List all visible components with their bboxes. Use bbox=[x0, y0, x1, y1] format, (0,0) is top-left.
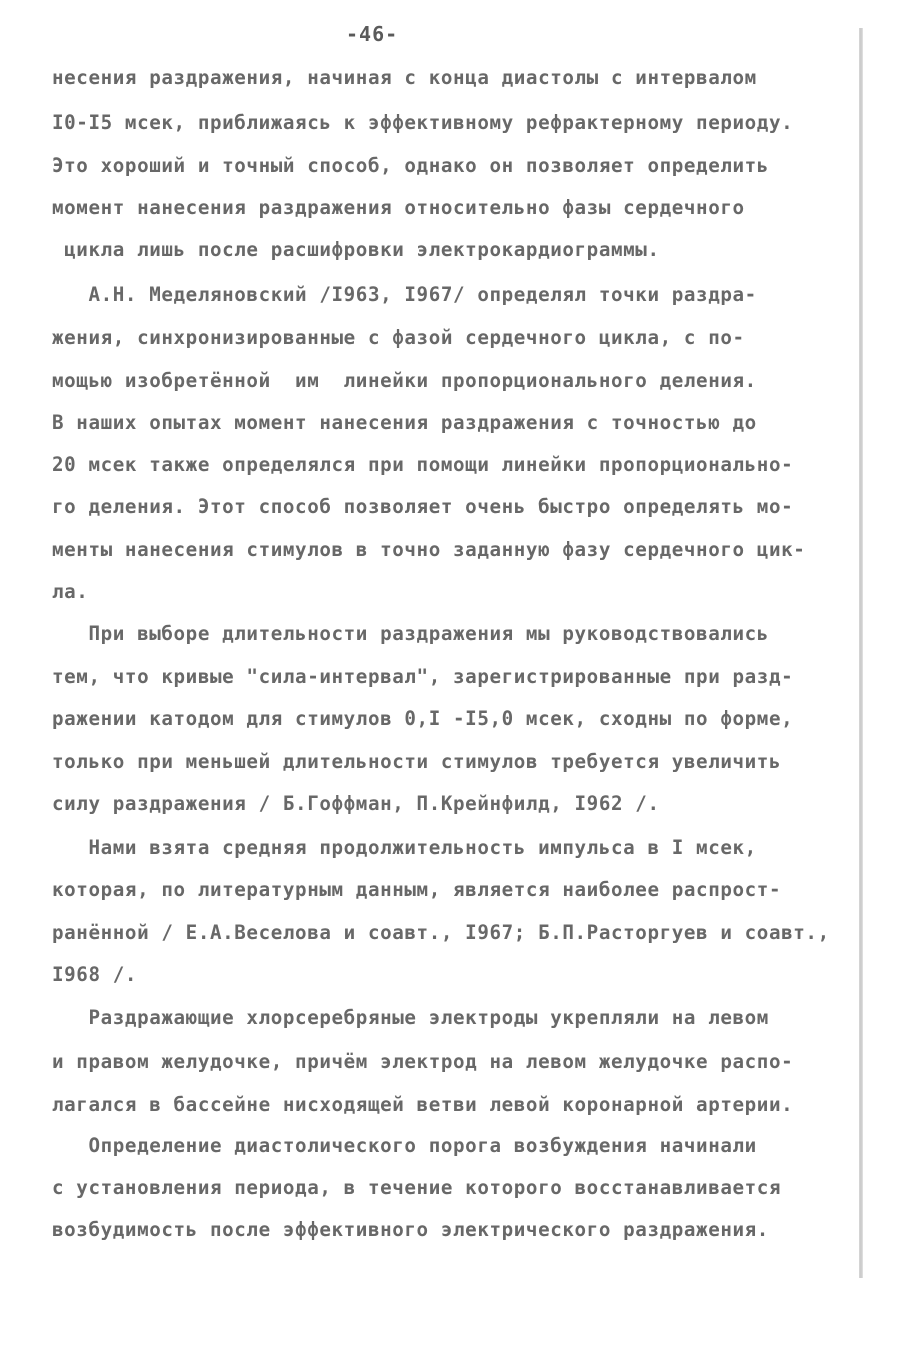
text-line: только при меньшей длительности стимулов требуется увеличить bbox=[52, 750, 782, 773]
text-line: I968 /. bbox=[52, 963, 138, 986]
text-line: А.Н. Меделяновский /I963, I967/ определял точки раздра- bbox=[52, 283, 757, 306]
text-line: го деления. Этот способ позволяет очень быстро определять мо- bbox=[52, 495, 794, 518]
text-line: ла. bbox=[52, 580, 89, 603]
text-line: При выборе длительности раздражения мы руководствовались bbox=[52, 622, 769, 645]
text-line: силу раздражения / Б.Гоффман, П.Крейнфилд, I962 /. bbox=[52, 792, 660, 815]
text-line: 20 мсек также определялся при помощи линейки пропорционально- bbox=[52, 453, 794, 476]
text-line: Это хороший и точный способ, однако он позволяет определить bbox=[52, 154, 769, 177]
margin-line bbox=[859, 28, 863, 1278]
text-line: менты нанесения стимулов в точно заданную фазу сердечного цик- bbox=[52, 538, 806, 561]
text-line: Раздражающие хлорсеребряные электроды укрепляли на левом bbox=[52, 1006, 769, 1029]
text-line: лагался в бассейне нисходящей ветви левой коронарной артерии. bbox=[52, 1093, 794, 1116]
text-line: мощью изобретённой им линейки пропорционального деления. bbox=[52, 369, 757, 392]
text-line: момент нанесения раздражения относительно фазы сердечного bbox=[52, 196, 745, 219]
text-line: которая, по литературным данным, является наиболее распрост- bbox=[52, 878, 782, 901]
text-line: Нами взята средняя продолжительность импульса в I мсек, bbox=[52, 836, 757, 859]
text-line: цикла лишь после расшифровки электрокардиограммы. bbox=[52, 238, 660, 261]
text-line: ранённой / Е.А.Веселова и соавт., I967; Б.П.Расторгуев и соавт., bbox=[52, 921, 830, 944]
text-line: I0-I5 мсек, приближаясь к эффективному рефрактерному периоду. bbox=[52, 111, 794, 134]
text-line: с установления периода, в течение которого восстанавливается bbox=[52, 1176, 782, 1199]
text-line: и правом желудочке, причём электрод на левом желудочке распо- bbox=[52, 1050, 794, 1073]
page-number: -46- bbox=[346, 22, 399, 46]
text-line: ражении катодом для стимулов 0,I -I5,0 мсек, сходны по форме, bbox=[52, 707, 794, 730]
text-line: Определение диастолического порога возбуждения начинали bbox=[52, 1134, 757, 1157]
text-line: В наших опытах момент нанесения раздражения с точностью до bbox=[52, 411, 757, 434]
text-line: возбудимость после эффективного электрического раздражения. bbox=[52, 1218, 769, 1241]
text-line: жения, синхронизированные с фазой сердечного цикла, с по- bbox=[52, 326, 745, 349]
text-line: тем, что кривые "сила-интервал", зарегистрированные при разд- bbox=[52, 665, 794, 688]
text-line: несения раздражения, начиная с конца диастолы с интервалом bbox=[52, 66, 757, 89]
